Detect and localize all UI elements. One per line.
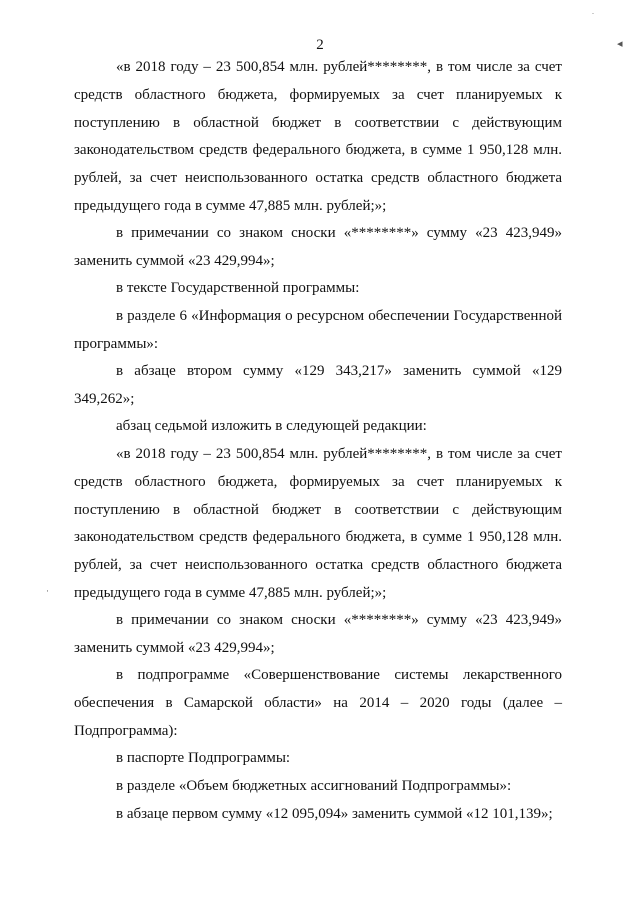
paragraph-quote-2018: «в 2018 году – 23 500,854 млн. рублей********, в том числе за счет средств областного бюджета, формируемых за счет планируемых к поступлению в областной бюджет в соответствии с действующим законодательством средств федерального бюджета, в сумме 1 950,128 млн. рублей, за счет неиспользованного остатка средств областного бюджета предыдущего года в сумме 47,885 млн. рублей;»; xyxy=(74,59,562,214)
scan-mark: · xyxy=(46,586,49,596)
paragraph-first-abzac: в абзаце первом сумму «12 095,094» заменить суммой «12 101,139»; xyxy=(116,806,553,822)
scan-mark: ◂ xyxy=(617,38,623,50)
page-number: 2 xyxy=(316,37,324,53)
paragraph-footnote-note-repeat: в примечании со знаком сноски «********» сумму «23 423,949» заменить суммой «23 429,994»; xyxy=(74,612,562,656)
paragraph-program-text: в тексте Государственной программы: xyxy=(116,280,360,296)
paragraph-section-6: в разделе 6 «Информация о ресурсном обеспечении Государственной программы»: xyxy=(74,308,562,352)
paragraph-second-abzac: в абзаце втором сумму «129 343,217» заменить суммой «129 349,262»; xyxy=(74,363,562,407)
paragraph-seventh-abzac: абзац седьмой изложить в следующей редакции: xyxy=(116,418,427,434)
paragraph-budget-section: в разделе «Объем бюджетных ассигнований Подпрограммы»: xyxy=(116,778,512,794)
paragraph-subprogram: в подпрограмме «Совершенствование системы лекарственного обеспечения в Самарской области» на 2014 – 2020 годы (далее – Подпрограмма): xyxy=(74,667,562,739)
paragraph-footnote-note: в примечании со знаком сноски «********» сумму «23 423,949» заменить суммой «23 429,994»; xyxy=(74,225,562,269)
paragraph-quote-2018-repeat: «в 2018 году – 23 500,854 млн. рублей********, в том числе за счет средств областного бюджета, формируемых за счет планируемых к поступлению в областной бюджет в соответствии с действующим законодательством средств федерального бюджета, в сумме 1 950,128 млн. рублей, за счет неиспользованного остатка средств областного бюджета предыдущего года в сумме 47,885 млн. рублей;»; xyxy=(74,446,562,601)
paragraph-passport: в паспорте Подпрограммы: xyxy=(116,750,291,766)
